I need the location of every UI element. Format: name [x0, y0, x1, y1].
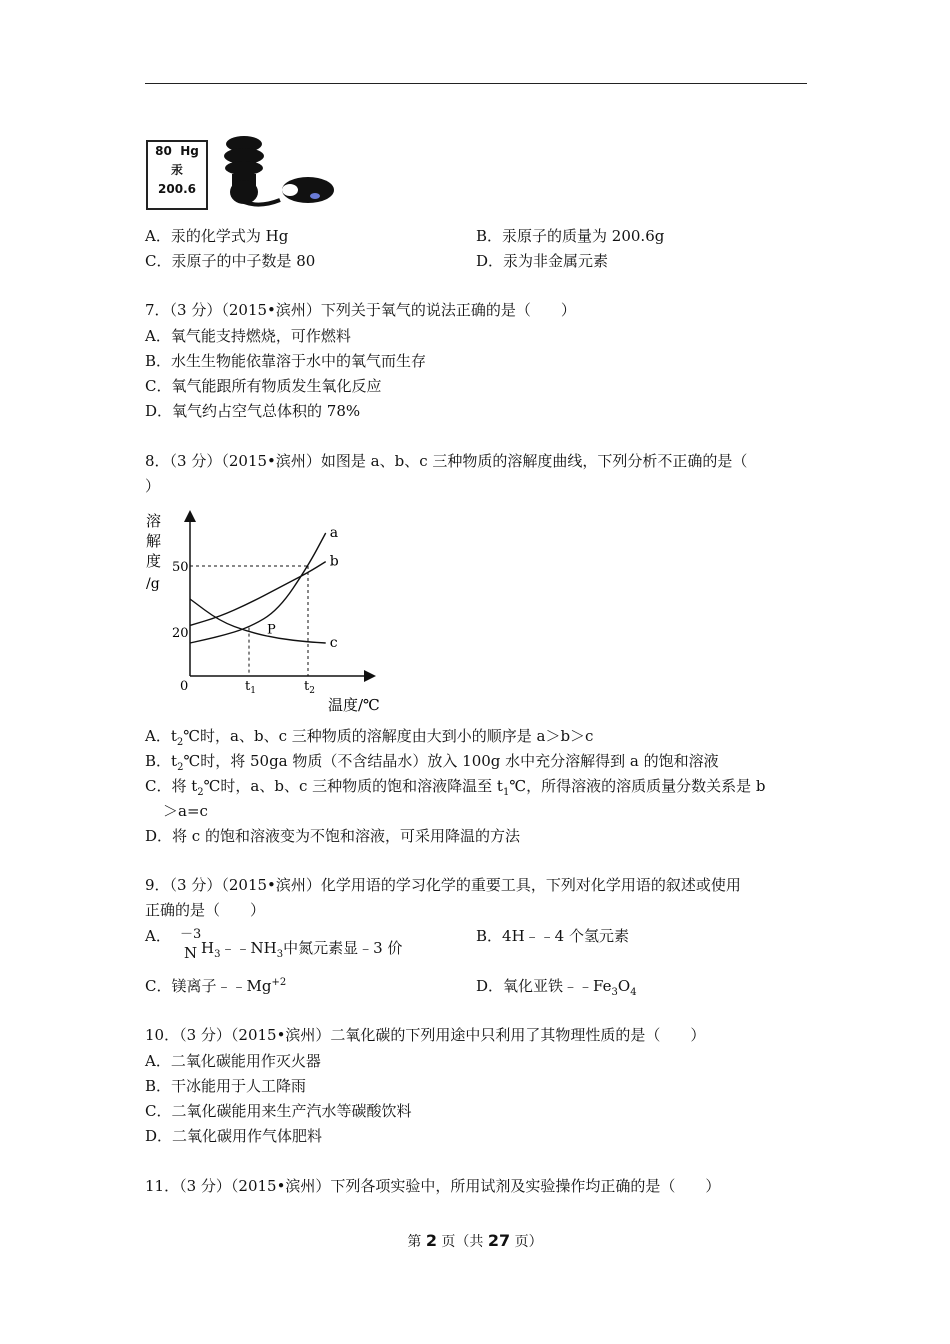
q8-stem-line1: 8．（3 分）（2015•滨州）如图是 a、b、c 三种物质的溶解度曲线，下列分析不正确的是（: [145, 452, 748, 470]
q9-option-b[interactable]: B．4H﹣﹣4 个氢元素: [476, 927, 629, 945]
element-mass: 200.6: [158, 182, 196, 196]
ylabel-char-2: 解: [146, 532, 162, 550]
mercury-illustration: [220, 134, 340, 210]
q9-option-a-atom: N: [184, 944, 198, 962]
q8-option-c[interactable]: C．将 $t_2℃$时，a、b、c 三种物质的饱和溶液降温至 $t_1℃$，所得溶液的溶质质量分数关系是 b: [145, 777, 766, 798]
ylabel-char-1: 溶: [146, 512, 162, 530]
q8-option-b[interactable]: B．$t_2℃$时，将 50ga 物质（不含结晶水）放入 100g 水中充分溶解得到 a 的饱和溶液: [145, 752, 719, 773]
page-footer: 第 2 页（共 27 页）: [407, 1231, 543, 1250]
q8-option-d[interactable]: D．将 c 的饱和溶液变为不饱和溶液，可采用降温的方法: [145, 827, 520, 845]
q11-stem: 11．（3 分）（2015•滨州）下列各项实验中，所用试剂及实验操作均正确的是（ ）: [145, 1177, 721, 1195]
y-tick-50: 50: [172, 560, 189, 575]
q9-stem-line2: 正确的是（ ）: [145, 901, 266, 919]
curve-a: [190, 533, 326, 643]
q6-option-b[interactable]: B．汞原子的质量为 200.6g: [476, 227, 665, 245]
origin-label: 0: [180, 679, 189, 694]
q9-option-a-text: $H_3﹣﹣NH_3$中氮元素显﹣3 价: [201, 939, 403, 960]
element-card-hg: [146, 140, 208, 210]
x-tick-t1: $t_1$: [245, 679, 256, 696]
q7-option-b[interactable]: B．水生生物能依靠溶于水中的氧气而生存: [145, 352, 427, 370]
q10-option-d[interactable]: D．二氧化碳用作气体肥料: [145, 1127, 323, 1145]
curve-label-a: a: [329, 525, 339, 541]
q8-option-c-line2: ＞a=c: [163, 802, 208, 820]
q8-stem-line2: ）: [145, 477, 161, 495]
curve-label-c: c: [329, 635, 338, 651]
element-number-symbol: 80 Hg: [155, 144, 199, 158]
x-tick-t2: $t_2$: [304, 679, 315, 696]
q9-option-a-charge: －3: [180, 927, 202, 942]
header-rule: [145, 83, 807, 84]
q10-option-a[interactable]: A．二氧化碳能用作灭火器: [145, 1052, 321, 1070]
y-tick-20: 20: [172, 626, 189, 641]
element-name: 汞: [170, 163, 183, 177]
q6-option-d[interactable]: D．汞为非金属元素: [476, 252, 609, 270]
q10-stem: 10．（3 分）（2015•滨州）二氧化碳的下列用途中只利用了其物理性质的是（ ）: [145, 1026, 706, 1044]
q6-option-c[interactable]: C．汞原子的中子数是 80: [145, 252, 316, 270]
curve-b: [190, 562, 326, 626]
q7-option-a[interactable]: A．氧气能支持燃烧，可作燃料: [145, 327, 351, 345]
q10-option-c[interactable]: C．二氧化碳能用来生产汽水等碳酸饮料: [145, 1102, 412, 1120]
x-axis-label: 温度/℃: [328, 696, 380, 714]
q8-option-a[interactable]: A．$t_2℃$时，a、b、c 三种物质的溶解度由大到小的顺序是 a＞b＞c: [145, 727, 594, 748]
q9-option-a[interactable]: A．: [145, 927, 171, 945]
ylabel-unit: /g: [146, 576, 160, 592]
q10-option-b[interactable]: B．干冰能用于人工降雨: [145, 1077, 307, 1095]
q7-stem: 7．（3 分）（2015•滨州）下列关于氧气的说法正确的是（ ）: [145, 301, 576, 319]
q7-option-c[interactable]: C．氧气能跟所有物质发生氧化反应: [145, 377, 382, 395]
q6-option-a[interactable]: A．汞的化学式为 Hg: [145, 227, 289, 245]
curve-label-b: b: [329, 553, 339, 570]
curve-c: [190, 599, 326, 643]
q9-option-d[interactable]: D．氧化亚铁$﹣﹣Fe_3O_4$: [476, 977, 637, 998]
ylabel-char-3: 度: [146, 552, 162, 570]
q9-option-c[interactable]: C．镁离子$﹣﹣Mg^{+2}$: [145, 977, 287, 995]
q9-stem-line1: 9．（3 分）（2015•滨州）化学用语的学习化学的重要工具，下列对化学用语的叙述或使用: [145, 876, 741, 894]
solubility-chart: [140, 506, 390, 718]
q7-option-d[interactable]: D．氧气约占空气总体积的 78%: [145, 402, 361, 420]
point-p-label: P: [267, 622, 276, 638]
